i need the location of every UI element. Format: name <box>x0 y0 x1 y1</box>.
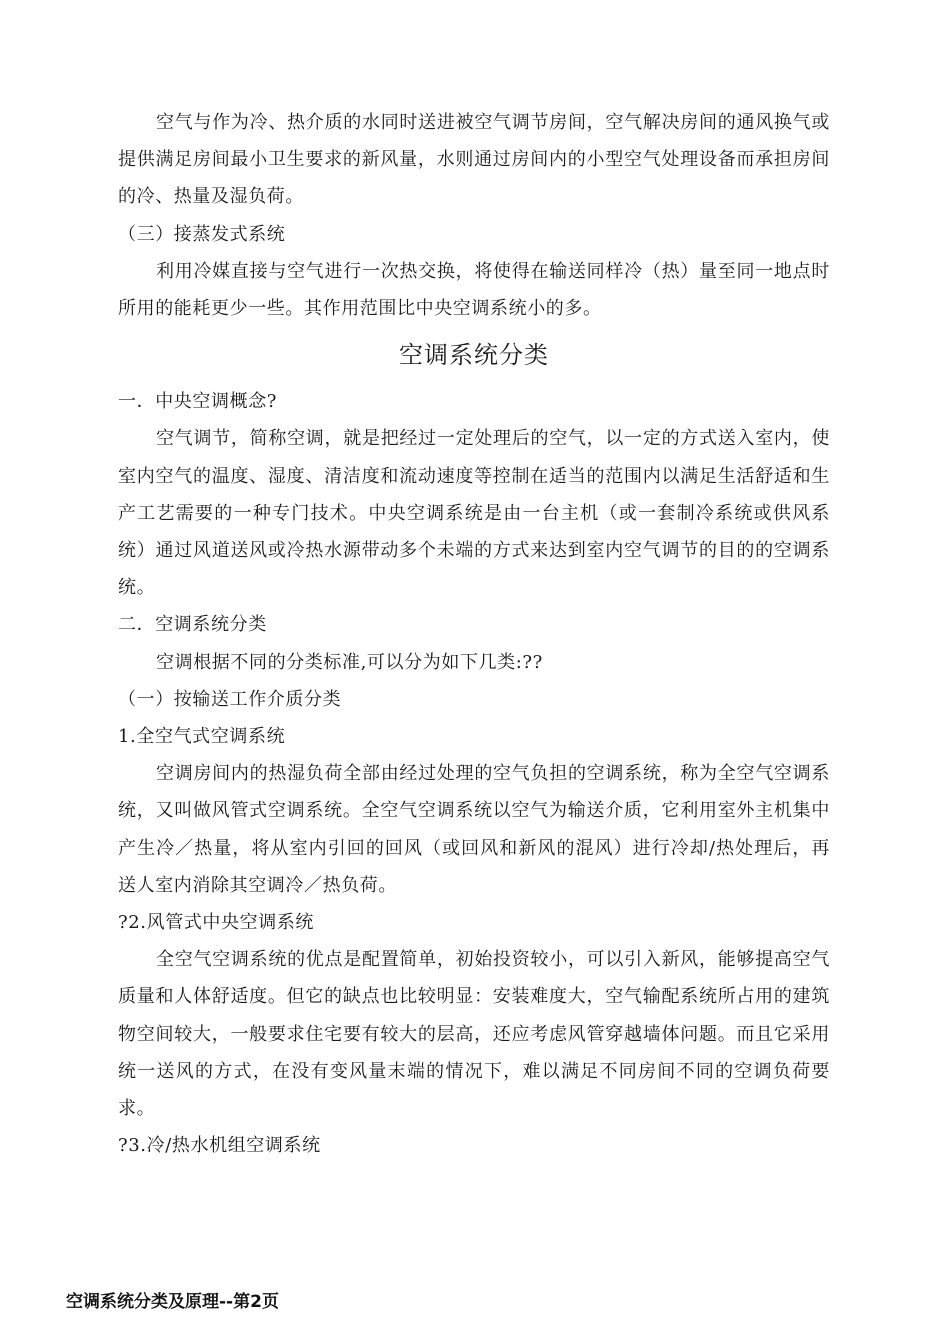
paragraph-duct-system: 全空气空调系统的优点是配置简单，初始投资较小，可以引入新风，能够提高空气质量和人体舒适度。但它的缺点也比较明显：安装难度大，空气输配系统所占用的建筑物空间较大，一般要求住宅要有较大的层高，还应考虑风管穿越墙体问题。而且它采用统一送风的方式，在没有变风量末端的情况下，难以满足不同房间不同的空调负荷要求。 <box>118 949 830 1120</box>
heading-central-ac-concept: 一．中央空调概念? <box>118 391 278 413</box>
document-body <box>118 104 830 1164</box>
heading-all-air-system: 1.全空气式空调系统 <box>118 726 286 748</box>
paragraph-air-water: 空气与作为冷、热介质的水同时送进被空气调节房间，空气解决房间的通风换气或提供满足房间最小卫生要求的新风量，水则通过房间内的小型空气处理设备而承担房间的冷、热量及湿负荷。 <box>118 112 830 208</box>
section-title: 空调系统分类 <box>399 341 549 370</box>
paragraph-direct-evaporative: 利用冷媒直接与空气进行一次热交换，将使得在输送同样冷（热）量至同一地点时所用的能耗更少一些。其作用范围比中央空调系统小的多。 <box>118 260 830 320</box>
paragraph-classification-intro: 空调根据不同的分类标准,可以分为如下几类:?? <box>156 651 543 673</box>
heading-chilled-water-system: ?3.冷/热水机组空调系统 <box>118 1135 321 1157</box>
heading-ac-classification: 二．空调系统分类 <box>118 614 267 636</box>
heading-by-medium: （一）按输送工作介质分类 <box>118 688 342 710</box>
heading-direct-evaporative: （三）接蒸发式系统 <box>118 223 286 245</box>
page-footer: 空调系统分类及原理--第2页 <box>66 1292 279 1312</box>
heading-duct-system: ?2.风管式中央空调系统 <box>118 912 315 934</box>
paragraph-central-ac-concept: 空气调节，简称空调，就是把经过一定处理后的空气，以一定的方式送入室内，使室内空气的温度、湿度、清洁度和流动速度等控制在适当的范围内以满足生活舒适和生产工艺需要的一种专门技术。中央空调系统是由一台主机（或一套制冷系统或供风系统）通过风道送风或冷热水源带动多个未端的方式来达到室内空气调节的目的的空调系统。 <box>118 428 830 599</box>
paragraph-all-air-system: 空调房间内的热湿负荷全部由经过处理的空气负担的空调系统，称为全空气空调系统，又叫做风管式空调系统。全空气空调系统以空气为输送介质，它利用室外主机集中产生冷／热量，将从室内引回的回风（或回风和新风的混风）进行冷却/热处理后，再送人室内消除其空调冷／热负荷。 <box>118 763 830 896</box>
